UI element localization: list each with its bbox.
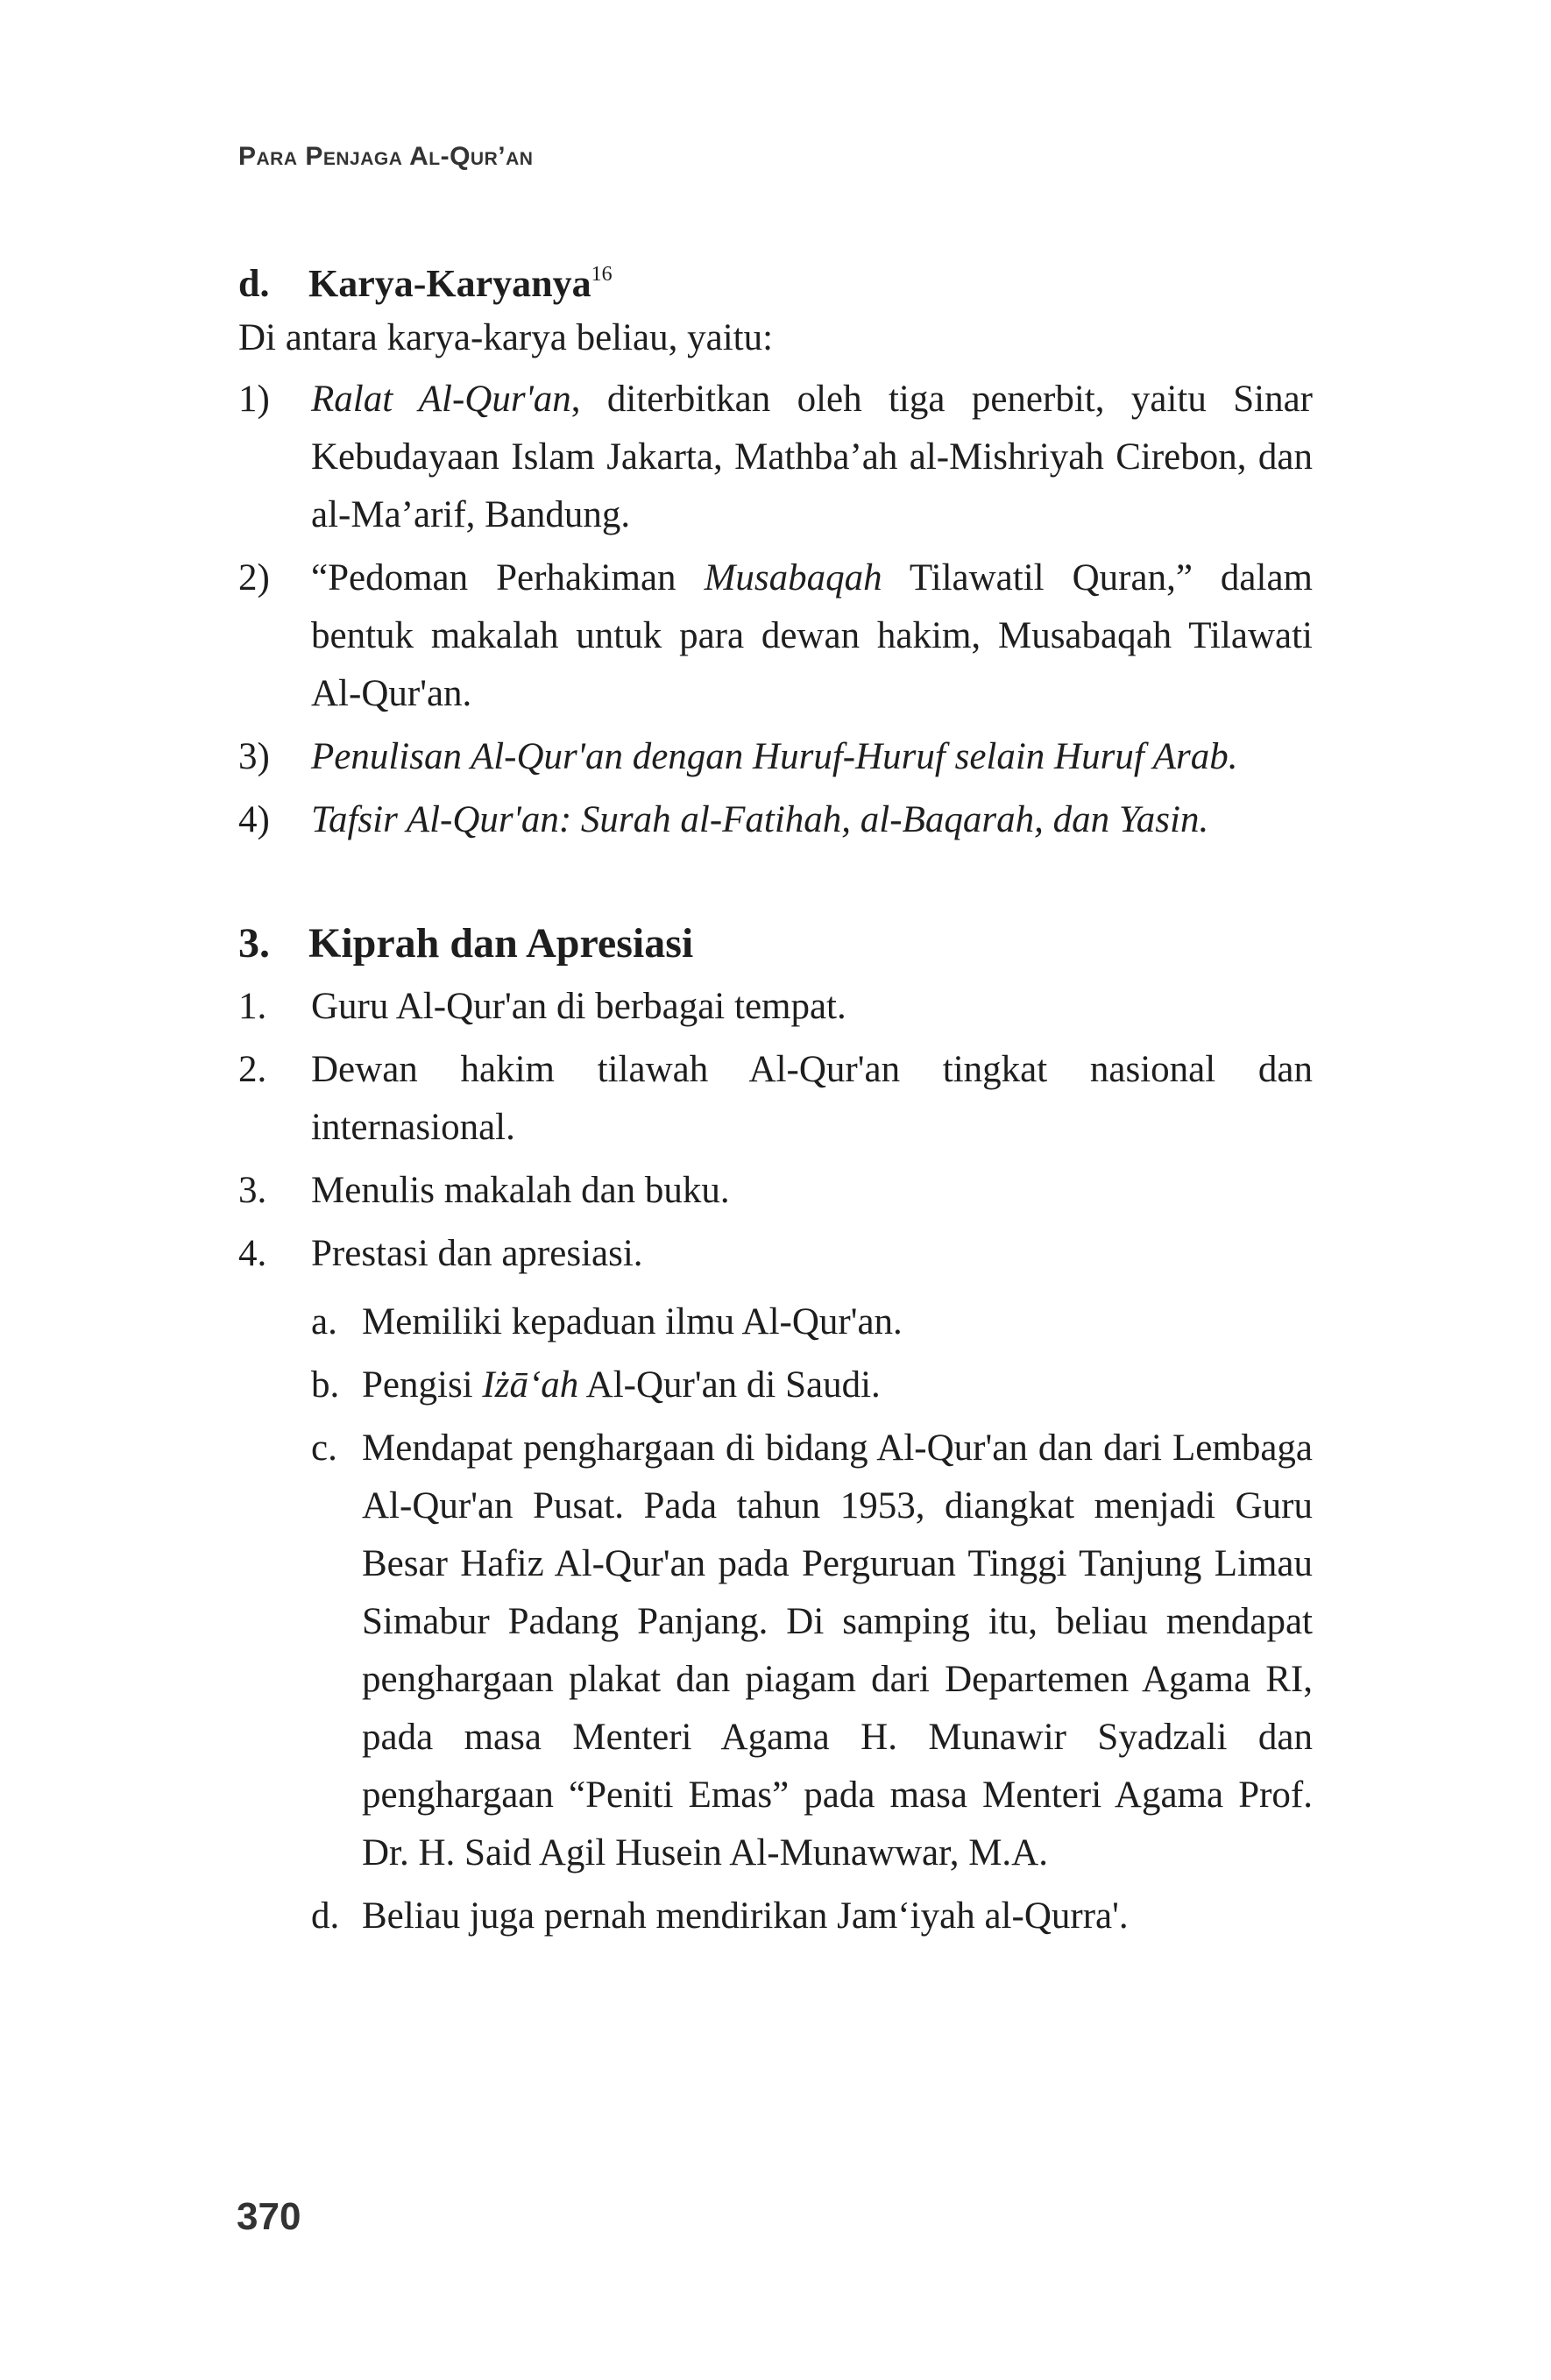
activities-list	[238, 978, 1313, 1288]
page-number: 370	[237, 2195, 301, 2238]
work-title: Tafsir Al-Qur'an: Surah al-Fatihah, al-Baqarah, dan Yasin.	[311, 799, 1209, 840]
sublist-text: Al-Qur'an di Saudi.	[578, 1364, 881, 1406]
sublist-item	[238, 1293, 1313, 1351]
list-text: Prestasi dan apresiasi.	[311, 1233, 643, 1274]
section-3-heading	[238, 915, 693, 973]
section-d-intro: Di antara karya-karya beliau, yaitu:	[238, 317, 774, 358]
list-text: Dewan hakim tilawah Al-Qur'an tingkat nasional dan internasional.	[311, 1049, 1313, 1148]
sublist-item	[238, 1356, 1313, 1414]
list-marker: 1)	[238, 379, 270, 420]
list-text: Menulis makalah dan buku.	[311, 1170, 730, 1211]
sublist-marker: d.	[311, 1895, 340, 1937]
list-item	[238, 978, 1313, 1036]
list-marker: 4)	[238, 799, 270, 840]
sublist-marker: a.	[311, 1301, 337, 1342]
list-item	[238, 728, 1313, 786]
section-d-title: Karya-Karyanya	[308, 262, 591, 305]
list-text: Guru Al-Qur'an di berbagai tempat.	[311, 986, 846, 1027]
footnote-ref: 16	[591, 263, 613, 286]
sublist-item	[238, 1888, 1313, 1945]
list-item	[238, 371, 1313, 544]
section-3-marker: 3.	[238, 920, 270, 967]
list-item	[238, 1225, 1313, 1283]
list-item	[238, 1162, 1313, 1220]
list-marker: 3)	[238, 736, 270, 777]
running-head: Para Penjaga Al-Qur’an	[238, 142, 534, 171]
list-item	[238, 1041, 1313, 1157]
achievements-sublist	[238, 1293, 1313, 1951]
list-marker: 2)	[238, 557, 270, 599]
list-marker: 1.	[238, 986, 267, 1027]
work-title: Penulisan Al-Qur'an dengan Huruf-Huruf selain Huruf Arab.	[311, 736, 1238, 777]
sublist-item	[238, 1420, 1313, 1882]
sublist-marker: b.	[311, 1364, 340, 1406]
sublist-prefix: Pengisi	[362, 1364, 483, 1406]
work-title: Ralat Al-Qur'an	[311, 379, 571, 420]
sublist-text: Memiliki kepaduan ilmu Al-Qur'an.	[362, 1301, 903, 1342]
sublist-text: Beliau juga pernah mendirikan Jam‘iyah al-Qurra'.	[362, 1895, 1129, 1937]
work-prefix: “Pedoman Perhakiman	[311, 557, 705, 599]
list-marker: 2.	[238, 1049, 267, 1090]
work-description: , diterbitkan oleh tiga penerbit, yaitu Sinar Kebudayaan Islam Jakarta, Mathba’ah al-Mishriyah Cirebon, dan al-Ma’arif, Bandung.	[311, 379, 1313, 535]
work-title: Musabaqah	[704, 557, 882, 599]
works-list	[238, 371, 1313, 854]
list-marker: 3.	[238, 1170, 267, 1211]
sublist-marker: c.	[311, 1427, 337, 1469]
sublist-term: Iżā‘ah	[482, 1364, 579, 1406]
list-item	[238, 549, 1313, 723]
list-item	[238, 791, 1313, 849]
work-description: Tilawatil Quran,” dalam bentuk makalah untuk para dewan hakim, Musabaqah Tilawati Al-Qur'an.	[311, 557, 1313, 714]
section-d-heading	[238, 248, 613, 310]
list-marker: 4.	[238, 1233, 267, 1274]
section-d-marker: d.	[238, 262, 270, 305]
section-3-title: Kiprah dan Apresiasi	[308, 920, 694, 967]
sublist-text: Mendapat penghargaan di bidang Al-Qur'an dan dari Lembaga Al-Qur'an Pusat. Pada tahun 1953, diangkat menjadi Guru Besar Hafiz Al-Qur'an pada Perguruan Tinggi Tanjung Limau Simabur Padang Panjang. Di samping itu, beliau mendapat penghargaan plakat dan piagam dari Departemen Agama RI, pada masa Menteri Agama H. Munawir Syadzali dan penghargaan “Peniti Emas” pada masa Menteri Agama Prof. Dr. H. Said Agil Husein Al-Munawwar, M.A.	[362, 1427, 1313, 1874]
